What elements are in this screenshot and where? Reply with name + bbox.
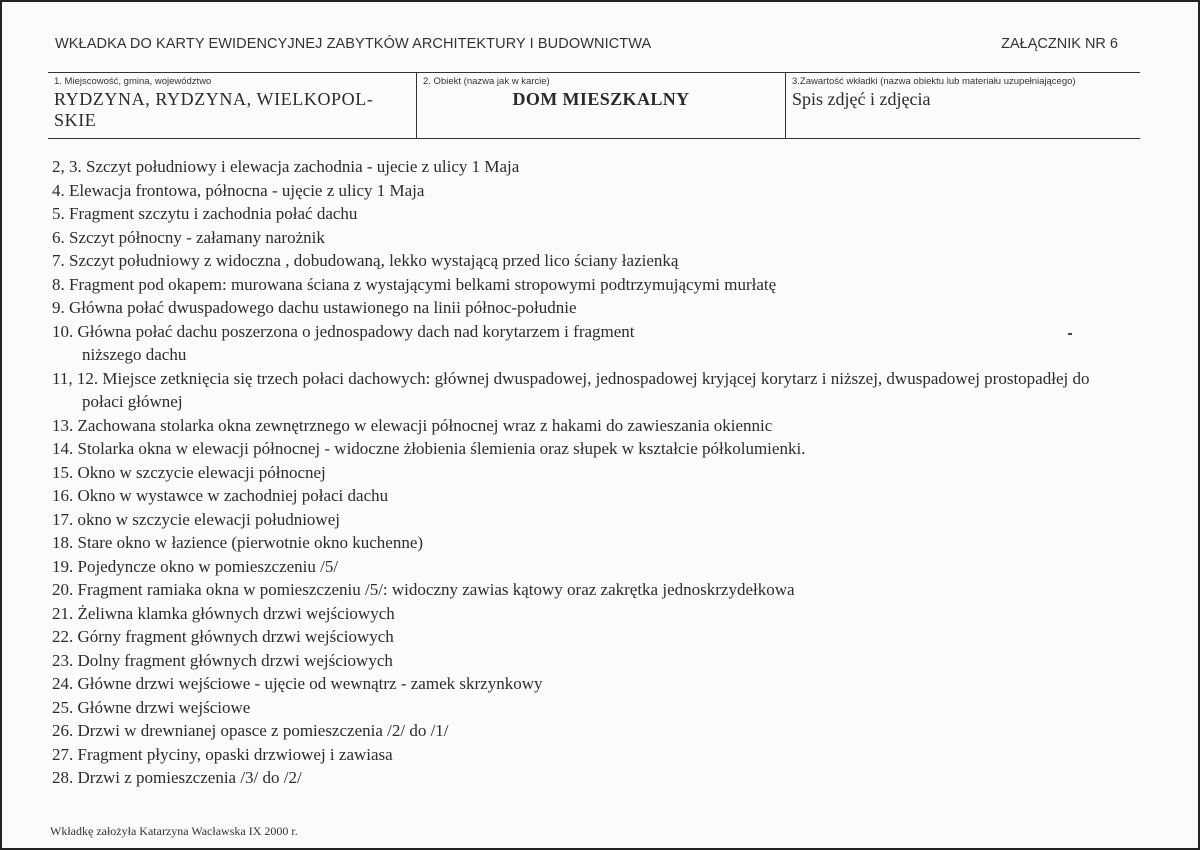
list-item: 13. Zachowana stolarka okna zewnętrznego w elewacji północnej wraz z hakami do zawieszania okiennic [52,415,773,435]
contents-value: Spis zdjęć i zdjęcia [792,89,931,109]
list-item: 19. Pojedyncze okno w pomieszczeniu /5/ [52,556,339,576]
object-cell [416,73,785,138]
object-value: DOM MIESZKALNY [512,89,690,109]
scan-speck [1068,333,1072,335]
author-note: Wkładkę założyła Katarzyna Wacławska IX 2000 r. [50,824,298,838]
location-line-1: RYDZYNA, RYDZYNA, WIELKOPOL- [54,89,374,109]
list-item: 15. Okno w szczycie elewacji północnej [52,462,326,482]
list-item: 27. Fragment płyciny, opaski drzwiowej i zawiasa [52,744,393,764]
location-cell [48,73,416,138]
photo-list [52,155,1152,790]
list-item: 21. Żeliwna klamka głównych drzwi wejściowych [52,603,395,623]
object-label: 2. Obiekt (nazwa jak w karcie) [423,76,550,87]
info-table [48,72,1140,139]
list-item: 2, 3. Szczyt południowy i elewacja zachodnia - ujecie z ulicy 1 Maja [52,157,520,176]
list-item: 22. Górny fragment głównych drzwi wejściowych [52,627,394,646]
document-title: WKŁADKA DO KARTY EWIDENCYJNEJ ZABYTKÓW ARCHITEKTURY I BUDOWNICTWA [55,36,652,52]
list-item: 18. Stare okno w łazience (pierwotnie okno kuchenne) [52,533,424,552]
list-item: 28. Drzwi z pomieszczenia /3/ do /2/ [52,768,302,787]
list-item: 9. Główna połać dwuspadowego dachu ustawionego na linii północ-południe [52,298,577,317]
list-item: 20. Fragment ramiaka okna w pomieszczeniu /5/: widoczny zawias kątowy oraz zakrętka jednoskrzydełkowa [52,580,795,599]
annex-number: ZAŁĄCZNIK NR 6 [1001,36,1118,52]
list-item: 6. Szczyt północny - załamany narożnik [52,227,325,247]
list-item: 16. Okno w wystawce w zachodniej połaci dachu [52,486,389,505]
list-item: 25. Główne drzwi wejściowe [52,697,251,717]
location-label: 1. Miejscowość, gmina, województwo [54,76,212,87]
list-item: 8. Fragment pod okapem: murowana ściana z wystającymi belkami stropowymi podtrzymującymi murłatę [52,274,777,294]
list-item: 24. Główne drzwi wejściowe - ujęcie od wewnątrz - zamek skrzynkowy [52,674,543,693]
list-item: 11, 12. Miejsce zetknięcia się trzech połaci dachowych: głównej dwuspadowej, jednospadowej kryjącej korytarz i niższej, dwuspadowej prostopadłej do połaci głównej [52,368,1090,411]
list-item: 10. Główna połać dachu poszerzona o jednospadowy dach nad korytarzem i fragment niższego dachu [52,321,635,364]
contents-cell [785,73,1140,138]
location-value [54,89,410,131]
list-item: 4. Elewacja frontowa, północna - ujęcie z ulicy 1 Maja [52,180,425,200]
location-line-2: SKIE [54,110,97,130]
list-item: 23. Dolny fragment głównych drzwi wejściowych [52,650,393,670]
list-item: 14. Stolarka okna w elewacji północnej - widoczne żłobienia ślemienia oraz słupek w kształcie półkolumienki. [52,439,806,458]
list-item: 5. Fragment szczytu i zachodnia połać dachu [52,204,358,223]
list-item: 26. Drzwi w drewnianej opasce z pomieszczenia /2/ do /1/ [52,721,449,740]
list-item: 7. Szczyt południowy z widoczna , dobudowaną, lekko wystającą przed lico ściany łazienką [52,251,679,270]
contents-label: 3.Zawartość wkładki (nazwa obiektu lub materiału uzupełniającego) [792,76,1076,87]
list-item: 17. okno w szczycie elewacji południowej [52,509,340,529]
